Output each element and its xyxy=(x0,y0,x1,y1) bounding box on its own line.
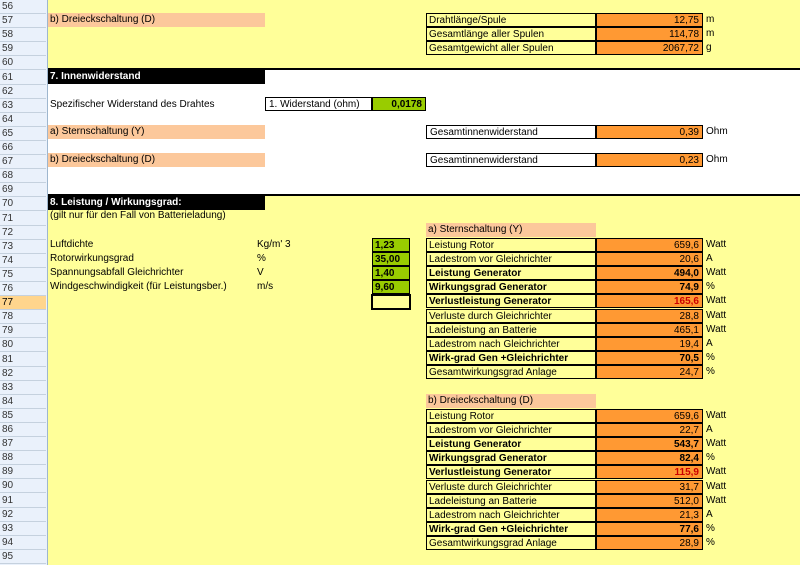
star-result-label[interactable]: Verlustleistung Generator xyxy=(426,294,596,308)
row-number[interactable]: 84 xyxy=(0,395,46,409)
star-result-label[interactable]: Leistung Rotor xyxy=(426,238,596,252)
star-result-label[interactable]: Gesamtwirkungsgrad Anlage xyxy=(426,365,596,379)
delta-total-label[interactable]: Gesamtinnenwiderstand xyxy=(426,153,596,167)
delta-result-label[interactable]: Wirk-grad Gen +Gleichrichter xyxy=(426,522,596,536)
input-unit: m/s xyxy=(257,281,274,292)
row-number[interactable]: 59 xyxy=(0,42,46,56)
input-unit: % xyxy=(257,253,266,264)
wire-label[interactable]: Gesamtlänge aller Spulen xyxy=(426,27,596,41)
input-value[interactable]: 1,23 xyxy=(372,238,410,252)
row-number[interactable]: 85 xyxy=(0,409,46,423)
delta-result-value[interactable]: 659,6 xyxy=(596,409,703,423)
row-number[interactable]: 67 xyxy=(0,155,46,169)
input-label[interactable]: Spannungsabfall Gleichrichter xyxy=(50,267,184,278)
row-number[interactable]: 72 xyxy=(0,226,46,240)
star-result-unit: % xyxy=(706,281,715,293)
delta-result-unit: A xyxy=(706,424,713,436)
row-number[interactable]: 58 xyxy=(0,28,46,42)
star-result-value[interactable]: 165,6 xyxy=(596,294,703,308)
row-number[interactable]: 95 xyxy=(0,550,46,564)
row-number[interactable]: 63 xyxy=(0,99,46,113)
delta-result-unit: Watt xyxy=(706,466,727,478)
res-label-box[interactable]: 1. Widerstand (ohm) xyxy=(265,97,372,111)
star-result-unit: % xyxy=(706,365,715,377)
star-result-value[interactable]: 19,4 xyxy=(596,337,703,351)
row-number[interactable]: 66 xyxy=(0,141,46,155)
star-result-value[interactable]: 24,7 xyxy=(596,365,703,379)
row-number[interactable]: 78 xyxy=(0,310,46,324)
star-result-unit: Watt xyxy=(706,323,727,335)
star-total-label[interactable]: Gesamtinnenwiderstand xyxy=(426,125,596,139)
delta-result-label[interactable]: Verlustleistung Generator xyxy=(426,465,596,479)
delta-result-unit: % xyxy=(706,522,715,534)
row-header-column xyxy=(0,0,48,565)
star-result-value[interactable]: 28,8 xyxy=(596,309,703,323)
delta-result-unit: Watt xyxy=(706,480,727,492)
input-value[interactable]: 1,40 xyxy=(372,266,410,280)
delta-result-value[interactable]: 543,7 xyxy=(596,437,703,451)
row-number[interactable]: 77 xyxy=(0,296,46,310)
delta-result-value[interactable]: 82,4 xyxy=(596,451,703,465)
star-result-label[interactable]: Ladestrom vor Gleichrichter xyxy=(426,252,596,266)
delta-result-unit: % xyxy=(706,536,715,548)
wire-value[interactable]: 2067,72 xyxy=(596,41,703,55)
row-number[interactable]: 62 xyxy=(0,85,46,99)
input-label[interactable]: Luftdichte xyxy=(50,239,94,250)
star-result-unit: A xyxy=(706,337,713,349)
delta-total-unit: Ohm xyxy=(706,154,728,165)
delta-result-label[interactable]: Leistung Generator xyxy=(426,437,596,451)
delta-result-value[interactable]: 31,7 xyxy=(596,480,703,494)
row-number[interactable]: 76 xyxy=(0,282,46,296)
input-unit: V xyxy=(257,267,264,278)
row-number[interactable]: 80 xyxy=(0,338,46,352)
delta-result-label[interactable]: Wirkungsgrad Generator xyxy=(426,451,596,465)
star-result-value[interactable]: 465,1 xyxy=(596,323,703,337)
label-delta-67[interactable]: b) Dreieckschaltung (D) xyxy=(48,153,265,167)
delta-result-label[interactable]: Ladestrom nach Gleichrichter xyxy=(426,508,596,522)
star-result-label[interactable]: Verluste durch Gleichrichter xyxy=(426,309,596,323)
row-number[interactable]: 60 xyxy=(0,56,46,70)
row-number[interactable]: 64 xyxy=(0,113,46,127)
row-number[interactable]: 83 xyxy=(0,381,46,395)
delta-result-label[interactable]: Ladestrom vor Gleichrichter xyxy=(426,423,596,437)
section-8-title[interactable]: 8. Leistung / Wirkungsgrad: xyxy=(48,196,265,210)
wire-unit: g xyxy=(706,42,712,53)
star-result-value[interactable]: 494,0 xyxy=(596,266,703,280)
label-delta-57[interactable]: b) Dreieckschaltung (D) xyxy=(48,13,265,27)
star-block-header[interactable]: a) Sternschaltung (Y) xyxy=(426,223,596,237)
row-number[interactable]: 69 xyxy=(0,183,46,197)
row-number[interactable]: 56 xyxy=(0,0,46,14)
delta-result-unit: A xyxy=(706,508,713,520)
row-number[interactable]: 75 xyxy=(0,268,46,282)
section-8-note[interactable]: (gilt nur für den Fall von Batterieladung) xyxy=(50,210,226,221)
delta-result-unit: Watt xyxy=(706,494,727,506)
row-number[interactable]: 91 xyxy=(0,494,46,508)
delta-result-unit: % xyxy=(706,452,715,464)
delta-result-value[interactable]: 22,7 xyxy=(596,423,703,437)
delta-result-value[interactable]: 21,3 xyxy=(596,508,703,522)
row-number[interactable]: 71 xyxy=(0,212,46,226)
row-number[interactable]: 57 xyxy=(0,14,46,28)
row-number[interactable]: 70 xyxy=(0,197,46,211)
delta-result-value[interactable]: 28,9 xyxy=(596,536,703,550)
res-value-cell[interactable]: 0,0178 xyxy=(372,97,426,111)
star-result-unit: Watt xyxy=(706,309,727,321)
row-number[interactable]: 74 xyxy=(0,254,46,268)
star-result-unit: Watt xyxy=(706,239,727,250)
star-total-value[interactable]: 0,39 xyxy=(596,125,703,139)
row-number[interactable]: 73 xyxy=(0,240,46,254)
star-result-unit: A xyxy=(706,253,713,265)
delta-result-value[interactable]: 77,6 xyxy=(596,522,703,536)
input-value[interactable]: 35,00 xyxy=(372,252,410,266)
row-number[interactable]: 86 xyxy=(0,423,46,437)
delta-result-label[interactable]: Ladeleistung an Batterie xyxy=(426,494,596,508)
row-number[interactable]: 92 xyxy=(0,508,46,522)
star-result-value[interactable]: 20,6 xyxy=(596,252,703,266)
delta-total-value[interactable]: 0,23 xyxy=(596,153,703,167)
star-result-value[interactable]: 74,9 xyxy=(596,280,703,294)
input-label[interactable]: Windgeschwindigkeit (für Leistungsber.) xyxy=(50,281,227,292)
wire-unit: m xyxy=(706,28,715,39)
row-number[interactable]: 88 xyxy=(0,451,46,465)
input-label[interactable]: Rotorwirkungsgrad xyxy=(50,253,134,264)
row-number[interactable]: 90 xyxy=(0,479,46,493)
wire-label[interactable]: Drahtlänge/Spule xyxy=(426,13,596,27)
delta-result-value[interactable]: 115,9 xyxy=(596,465,703,479)
delta-result-label[interactable]: Gesamtwirkungsgrad Anlage xyxy=(426,536,596,550)
label-star-65[interactable]: a) Sternschaltung (Y) xyxy=(48,125,265,139)
row-number[interactable]: 68 xyxy=(0,169,46,183)
star-result-label[interactable]: Wirkungsgrad Generator xyxy=(426,280,596,294)
delta-result-unit: Watt xyxy=(706,410,727,421)
wire-label[interactable]: Gesamtgewicht aller Spulen xyxy=(426,41,596,55)
star-result-label[interactable]: Wirk-grad Gen +Gleichrichter xyxy=(426,351,596,365)
wire-value[interactable]: 12,75 xyxy=(596,13,703,27)
star-total-unit: Ohm xyxy=(706,126,728,137)
delta-result-unit: Watt xyxy=(706,438,727,450)
wire-value[interactable]: 114,78 xyxy=(596,27,703,41)
star-result-unit: Watt xyxy=(706,295,727,307)
star-result-unit: % xyxy=(706,351,715,363)
active-cell-cursor[interactable] xyxy=(371,294,411,310)
delta-result-value[interactable]: 512,0 xyxy=(596,494,703,508)
worksheet-grid[interactable] xyxy=(48,0,800,565)
wire-unit: m xyxy=(706,14,715,25)
delta-block-header[interactable]: b) Dreieckschaltung (D) xyxy=(426,394,596,408)
row-number[interactable]: 81 xyxy=(0,353,46,367)
row-number[interactable]: 94 xyxy=(0,536,46,550)
star-result-value[interactable]: 70,5 xyxy=(596,351,703,365)
star-result-label[interactable]: Leistung Generator xyxy=(426,266,596,280)
delta-result-label[interactable]: Leistung Rotor xyxy=(426,409,596,423)
input-value[interactable]: 9,60 xyxy=(372,280,410,294)
star-result-label[interactable]: Ladeleistung an Batterie xyxy=(426,323,596,337)
star-result-unit: Watt xyxy=(706,267,727,279)
spez-label[interactable]: Spezifischer Widerstand des Drahtes xyxy=(50,99,215,110)
delta-result-label[interactable]: Verluste durch Gleichrichter xyxy=(426,480,596,494)
star-result-value[interactable]: 659,6 xyxy=(596,238,703,252)
row-number[interactable]: 61 xyxy=(0,71,46,85)
row-number[interactable]: 82 xyxy=(0,367,46,381)
row-number[interactable]: 89 xyxy=(0,465,46,479)
section-7-title[interactable]: 7. Innenwiderstand xyxy=(48,70,265,84)
row-number[interactable]: 93 xyxy=(0,522,46,536)
star-result-label[interactable]: Ladestrom nach Gleichrichter xyxy=(426,337,596,351)
row-number[interactable]: 79 xyxy=(0,324,46,338)
row-number[interactable]: 65 xyxy=(0,127,46,141)
input-unit: Kg/m' 3 xyxy=(257,239,291,250)
row-number[interactable]: 87 xyxy=(0,437,46,451)
